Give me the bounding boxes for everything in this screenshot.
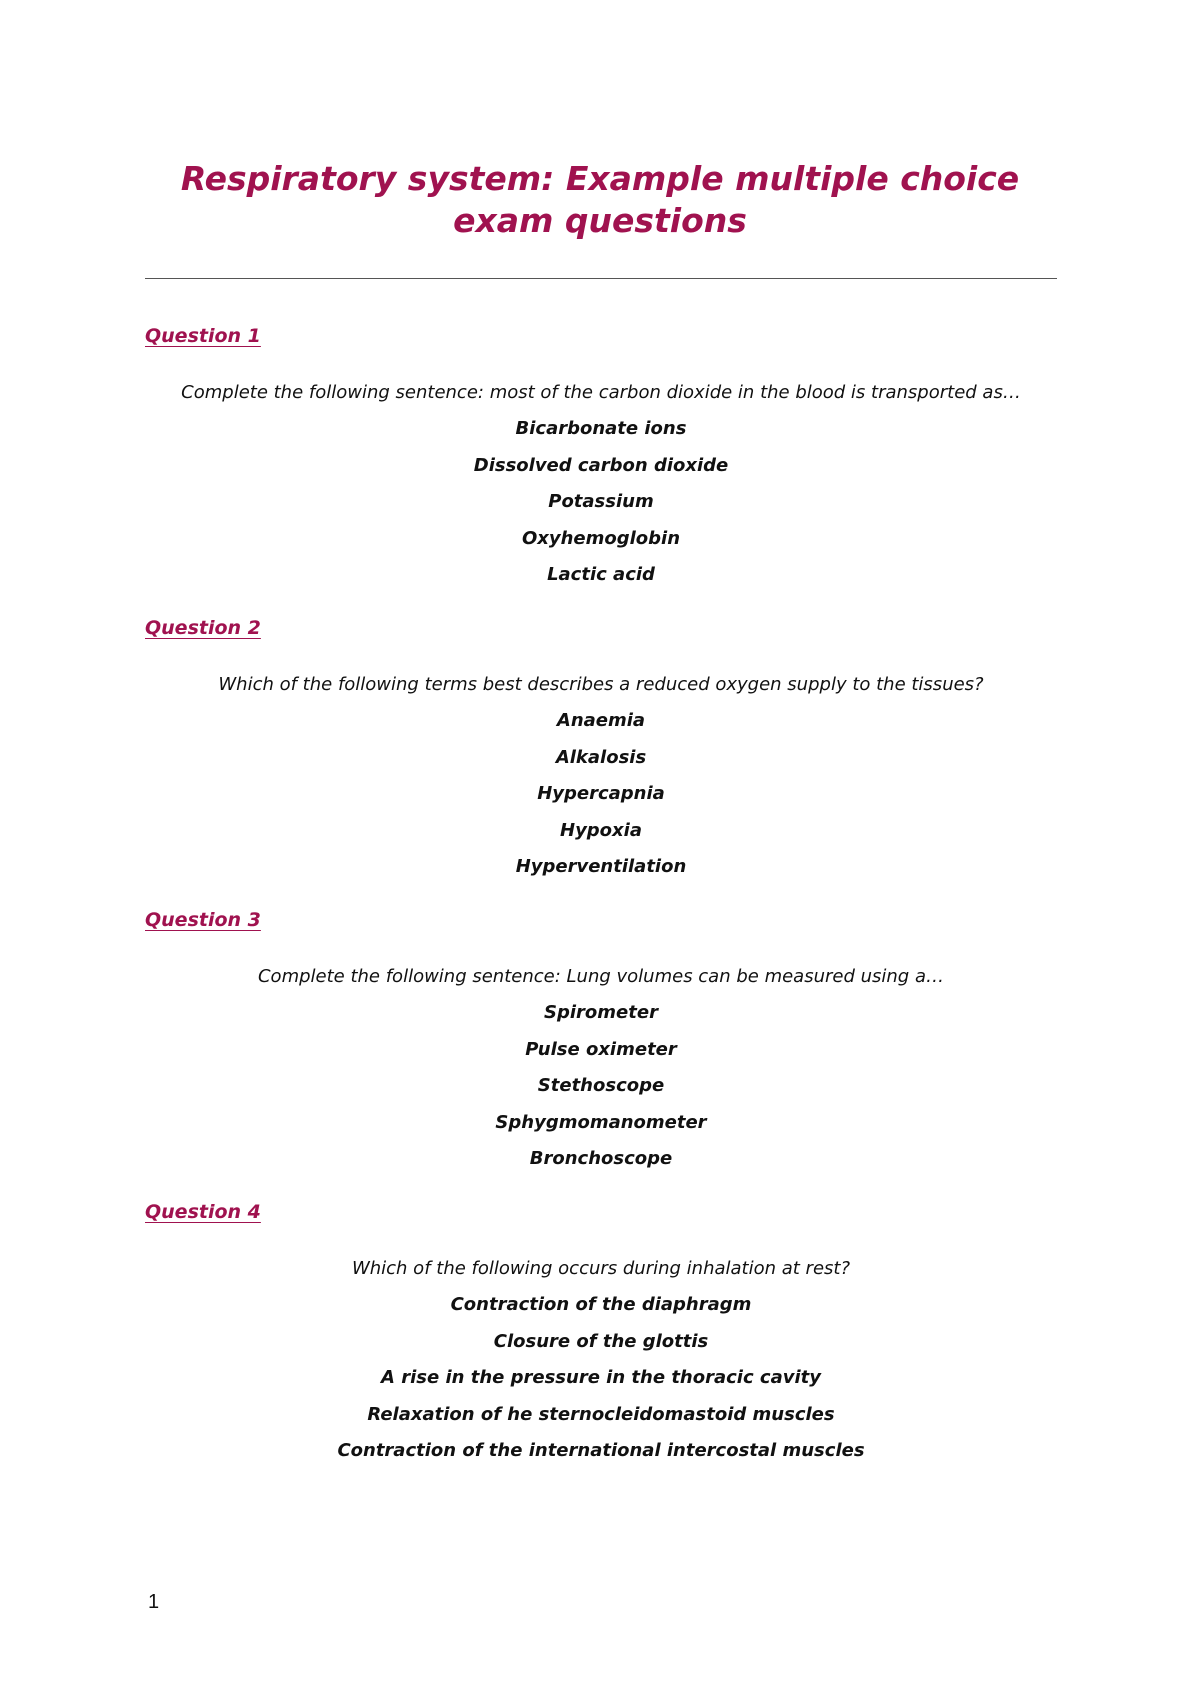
question-stem: Complete the following sentence: most of the carbon dioxide in the blood is transported as… [181, 382, 1021, 403]
answer-option: Dissolved carbon dioxide [473, 454, 729, 476]
title-divider [145, 278, 1057, 279]
answer-option: Alkalosis [555, 746, 647, 768]
answer-option: Pulse oximeter [525, 1038, 677, 1060]
question-heading: Question 4 [145, 1201, 261, 1223]
question-stem: Complete the following sentence: Lung volumes can be measured using a… [257, 966, 944, 987]
answer-option: Anaemia [556, 710, 646, 731]
answer-option: Oxyhemoglobin [521, 527, 681, 549]
answer-option: Stethoscope [537, 1075, 665, 1096]
answer-options [145, 708, 1057, 891]
answer-option: Lactic acid [547, 564, 655, 585]
answer-options [145, 1000, 1057, 1183]
answer-option: Sphygmomanometer [495, 1111, 707, 1133]
question-stem: Which of the following terms best describes a reduced oxygen supply to the tissues? [218, 674, 984, 695]
page-title: Respiratory system: Example multiple choice exam questions [180, 159, 1020, 240]
answer-options [145, 1292, 1057, 1475]
question-heading: Question 1 [145, 325, 261, 347]
answer-option: Contraction of the diaphragm [450, 1294, 752, 1315]
answer-option: Bronchoscope [529, 1148, 673, 1169]
question-heading: Question 3 [145, 909, 261, 931]
answer-option: Relaxation of he sternocleidomastoid muscles [367, 1403, 835, 1425]
answer-option: Hypercapnia [537, 783, 665, 804]
answer-option: Hypoxia [560, 819, 642, 841]
answer-option: A rise in the pressure in the thoracic cavity [381, 1367, 821, 1388]
page-number: 1 [148, 1591, 160, 1613]
answer-option: Spirometer [544, 1002, 658, 1023]
answer-options [145, 416, 1057, 599]
question-heading: Question 2 [145, 617, 261, 639]
answer-option: Hyperventilation [515, 856, 687, 877]
answer-option: Closure of the glottis [493, 1330, 709, 1352]
answer-option: Potassium [548, 491, 654, 512]
answer-option: Bicarbonate ions [515, 418, 687, 439]
answer-option: Contraction of the international intercostal muscles [337, 1440, 865, 1461]
question-stem: Which of the following occurs during inhalation at rest? [351, 1258, 851, 1279]
